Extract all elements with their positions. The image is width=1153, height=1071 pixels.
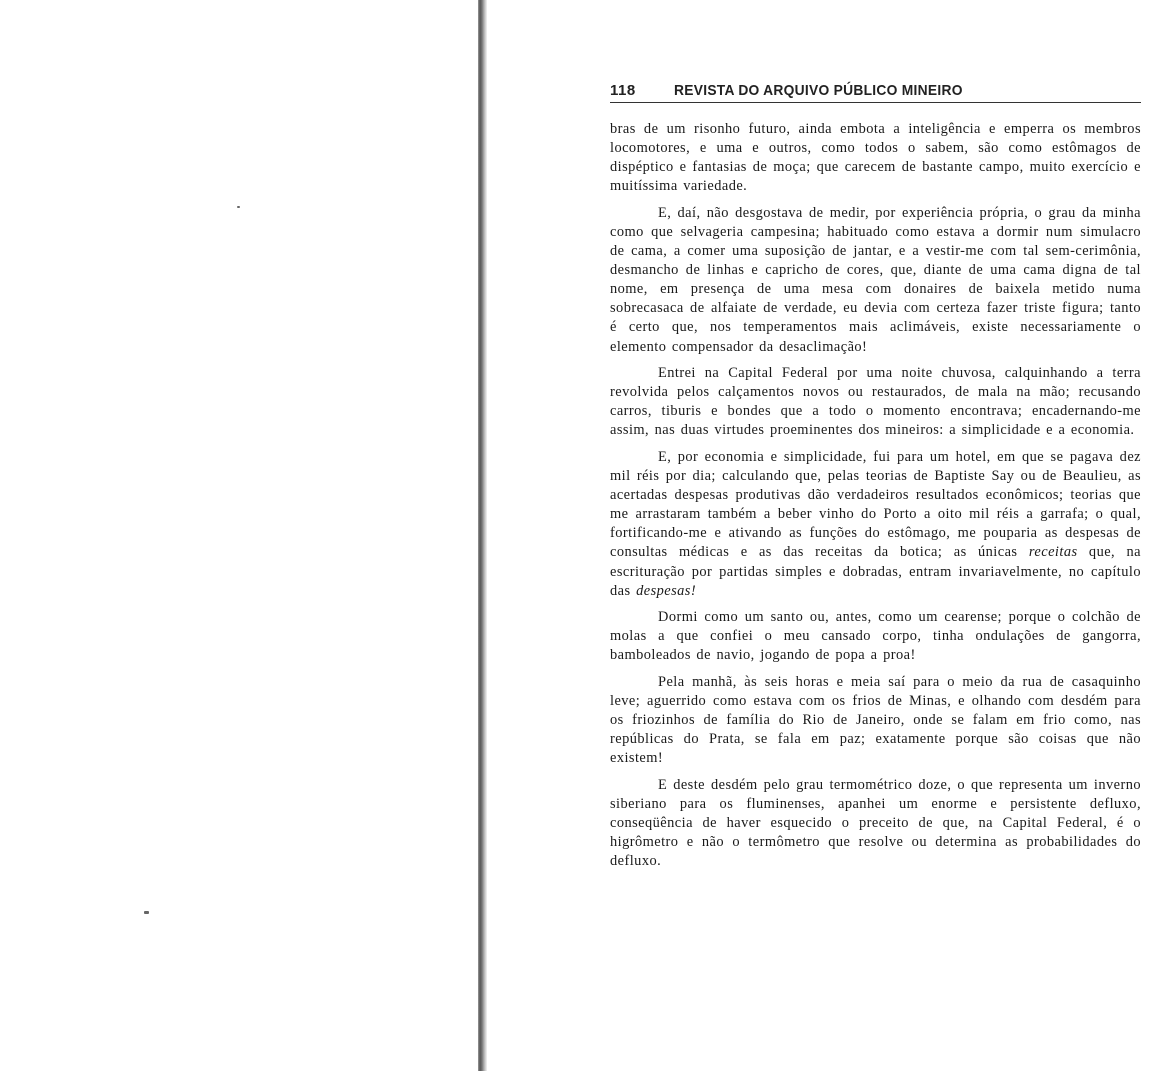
paragraph-2 xyxy=(610,204,1141,357)
italic-word: despesas! xyxy=(636,582,697,599)
right-page xyxy=(487,0,1153,1071)
paragraph-text: Entrei na Capital Federal por uma noite chuvosa, calquinhando a terra revolvida pelos calçamentos novos ou restaurados, de mala na mão; recusando carros, tiburis e bondes que a todo o momento encontrava; encadernando-me assim, nas duas virtudes proeminentes dos mineiros: a simplicidade e a economia. xyxy=(610,365,1141,439)
page-number: 118 xyxy=(610,81,636,99)
book-gutter xyxy=(478,0,487,1071)
paragraph-text: E deste desdém pelo grau termométrico doze, o que representa um inverno siberiano para os fluminenses, apanhei um enorme e persistente defluxo, conseqüência de haver esquecido o preceito de que, na Capital Federal, é o higrômetro e não o termômetro que resolve ou determina as probabilidades do defluxo. xyxy=(610,777,1141,870)
running-title: REVISTA DO ARQUIVO PÚBLICO MINEIRO xyxy=(674,81,963,99)
ink-speck xyxy=(237,206,240,208)
paragraph-4 xyxy=(610,448,1141,601)
paragraph-1 xyxy=(610,120,1141,196)
ink-speck xyxy=(144,911,149,914)
paragraph-text: E, por economia e simplicidade, fui para um hotel, em que se pagava dez mil réis por dia; calculando que, pelas teorias de Baptiste Say ou de Beaulieu, as acertadas despesas produtivas dão verdadeiros resultados econômicos; teorias que me arrastaram também a beber vinho do Porto a oito mil réis a garrafa; o qual, fortificando-me e ativando as funções do estômago, me pouparia as despesas de consultas médicas e as das receitas da botica; as únicas xyxy=(610,449,1141,561)
paragraph-text: E, daí, não desgostava de medir, por experiência própria, o grau da minha como que selvageria campesina; habituado como estava a dormir num simulacro de cama, a comer uma suposição de jantar, e a vestir-me com tal sem-cerimônia, desmancho de linhas e capricho de cores, que, diante de uma cama digna de tal nome, em presença de uma mesa com donaires de baixela metido numa sobrecasaca de alfaiate de verdade, eu devia com certeza fazer triste figura; tanto é certo que, nos temperamentos mais aclimáveis, existe necessariamente o elemento compensador da desaclimação! xyxy=(610,204,1141,355)
paragraph-text: Dormi como um santo ou, antes, como um cearense; porque o colchão de molas a que confiei o meu cansado corpo, tinha ondulações de gangorra, bamboleados de navio, jogando de popa a proa! xyxy=(610,609,1141,664)
paragraph-text: bras de um risonho futuro, ainda embota a inteligência e emperra os membros locomotores, e uma e outros, como todos o sabem, são como estômagos de dispéptico e fantasias de moça; que carecem de bastante campo, muito exercício e muitíssima variedade. xyxy=(610,121,1141,195)
paragraph-7 xyxy=(610,776,1141,871)
paragraph-6 xyxy=(610,673,1141,768)
running-header xyxy=(610,78,1141,103)
paragraph-text: Pela manhã, às seis horas e meia saí para o meio da rua de casaquinho leve; aguerrido como estava com os frios de Minas, e olhando com desdém para os friozinhos de família do Rio de Janeiro, onde se falam em frio como, nas repúblicas do Prata, se fala em paz; exatamente porque são coisas que não existem! xyxy=(610,674,1141,767)
paragraph-5 xyxy=(610,608,1141,665)
paragraph-3 xyxy=(610,364,1141,440)
italic-word: receitas xyxy=(1028,544,1078,561)
body-text xyxy=(610,120,1141,879)
left-page xyxy=(0,0,478,1071)
paragraph-text: que, na escrituração por partidas simples e dobradas, entram invariavelmente, no capítulo das xyxy=(610,544,1141,599)
